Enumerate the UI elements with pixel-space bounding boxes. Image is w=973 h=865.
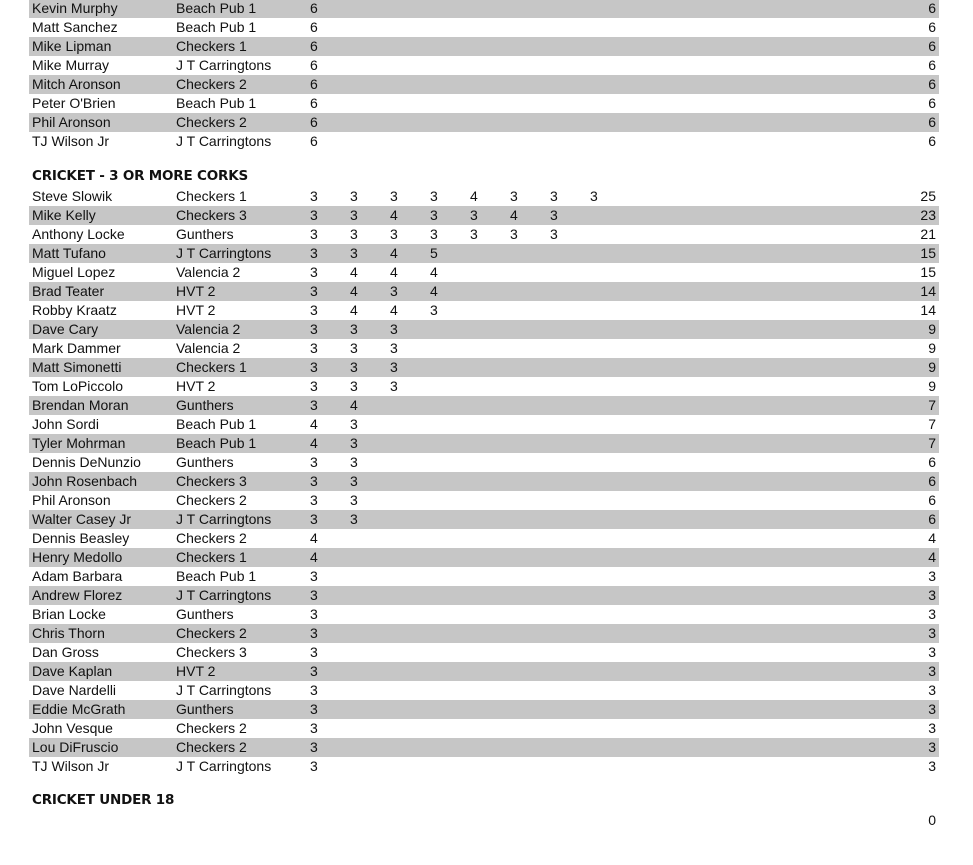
player-name: Mike Murray — [32, 57, 110, 73]
team-name: Checkers 2 — [176, 739, 247, 755]
team-name: Beach Pub 1 — [176, 435, 257, 451]
score-cell: 6 — [310, 114, 318, 130]
player-name: Dave Cary — [32, 321, 99, 337]
score-cell: 3 — [310, 511, 318, 527]
score-cell: 3 — [430, 302, 438, 318]
score-cell: 3 — [350, 492, 358, 508]
total-cell: 6 — [928, 95, 936, 111]
score-cell: 3 — [310, 378, 318, 394]
table-row — [29, 415, 939, 434]
total-cell: 9 — [928, 359, 936, 375]
score-cell: 3 — [310, 739, 318, 755]
team-name: Checkers 2 — [176, 530, 247, 546]
score-cell: 3 — [350, 340, 358, 356]
table-row — [29, 56, 939, 75]
table-row — [29, 491, 939, 510]
total-cell: 25 — [920, 188, 936, 204]
score-cell: 3 — [350, 226, 358, 242]
score-cell: 4 — [430, 283, 438, 299]
score-cell: 4 — [310, 549, 318, 565]
score-cell: 6 — [310, 19, 318, 35]
team-name: Checkers 2 — [176, 720, 247, 736]
table-row — [29, 225, 939, 244]
score-cell: 3 — [550, 226, 558, 242]
team-name: Valencia 2 — [176, 264, 241, 280]
cricket-corks-heading: CRICKET - 3 OR MORE CORKS — [32, 168, 248, 184]
player-name: Mike Lipman — [32, 38, 112, 54]
team-name: J T Carringtons — [176, 511, 272, 527]
score-cell: 3 — [390, 359, 398, 375]
total-cell: 9 — [928, 340, 936, 356]
score-cell: 3 — [350, 473, 358, 489]
score-cell: 3 — [350, 245, 358, 261]
player-name: Robby Kraatz — [32, 302, 117, 318]
player-name: Anthony Locke — [32, 226, 125, 242]
score-cell: 3 — [350, 207, 358, 223]
team-name: HVT 2 — [176, 283, 216, 299]
team-name: Gunthers — [176, 454, 234, 470]
team-name: J T Carringtons — [176, 133, 272, 149]
team-name: Checkers 1 — [176, 188, 247, 204]
table-row — [29, 18, 939, 37]
score-cell: 4 — [390, 302, 398, 318]
team-name: Checkers 3 — [176, 644, 247, 660]
player-name: Walter Casey Jr — [32, 511, 132, 527]
player-name: Andrew Florez — [32, 587, 123, 603]
team-name: Valencia 2 — [176, 340, 241, 356]
score-cell: 3 — [310, 473, 318, 489]
score-cell: 6 — [310, 38, 318, 54]
table-row — [29, 529, 939, 548]
team-name: J T Carringtons — [176, 587, 272, 603]
total-cell: 3 — [928, 587, 936, 603]
team-name: Gunthers — [176, 397, 234, 413]
total-cell: 6 — [928, 473, 936, 489]
total-cell: 3 — [928, 720, 936, 736]
player-name: John Vesque — [32, 720, 113, 736]
table-row — [29, 206, 939, 225]
score-cell: 3 — [310, 302, 318, 318]
player-name: Phil Aronson — [32, 114, 111, 130]
cricket-under-18-total: 0 — [928, 812, 936, 828]
score-cell: 4 — [350, 302, 358, 318]
player-name: Chris Thorn — [32, 625, 105, 641]
player-name: Tom LoPiccolo — [32, 378, 124, 394]
table-row — [29, 301, 939, 320]
team-name: Beach Pub 1 — [176, 568, 257, 584]
score-cell: 3 — [470, 226, 478, 242]
score-cell: 6 — [310, 57, 318, 73]
team-name: Checkers 3 — [176, 473, 247, 489]
player-name: Mitch Aronson — [32, 76, 121, 92]
score-cell: 3 — [390, 321, 398, 337]
score-cell: 5 — [430, 245, 438, 261]
player-name: Kevin Murphy — [32, 0, 118, 16]
score-cell: 3 — [350, 416, 358, 432]
total-cell: 6 — [928, 57, 936, 73]
score-cell: 3 — [390, 340, 398, 356]
score-cell: 4 — [350, 264, 358, 280]
player-name: Henry Medollo — [32, 549, 123, 565]
score-cell: 6 — [310, 95, 318, 111]
score-cell: 3 — [310, 720, 318, 736]
table-row — [29, 113, 939, 132]
team-name: HVT 2 — [176, 378, 216, 394]
player-name: Brian Locke — [32, 606, 106, 622]
team-name: Checkers 1 — [176, 549, 247, 565]
score-cell: 3 — [310, 340, 318, 356]
table-row — [29, 662, 939, 681]
team-name: Checkers 2 — [176, 114, 247, 130]
score-cell: 3 — [310, 188, 318, 204]
player-name: Steve Slowik — [32, 188, 113, 204]
score-cell: 3 — [350, 321, 358, 337]
score-cell: 3 — [390, 188, 398, 204]
player-name: John Sordi — [32, 416, 99, 432]
score-cell: 3 — [310, 397, 318, 413]
total-cell: 4 — [928, 549, 936, 565]
score-cell: 3 — [350, 378, 358, 394]
total-cell: 3 — [928, 701, 936, 717]
score-cell: 4 — [310, 530, 318, 546]
table-row — [29, 282, 939, 301]
team-name: Beach Pub 1 — [176, 19, 257, 35]
score-cell: 4 — [430, 264, 438, 280]
player-name: TJ Wilson Jr — [32, 758, 109, 774]
player-name: TJ Wilson Jr — [32, 133, 109, 149]
team-name: Checkers 2 — [176, 625, 247, 641]
score-cell: 3 — [310, 264, 318, 280]
table-row — [29, 320, 939, 339]
table-row — [29, 719, 939, 738]
total-cell: 7 — [928, 416, 936, 432]
table-row — [29, 624, 939, 643]
table-row — [29, 263, 939, 282]
team-name: Beach Pub 1 — [176, 0, 257, 16]
score-cell: 3 — [310, 226, 318, 242]
total-cell: 6 — [928, 511, 936, 527]
score-cell: 4 — [510, 207, 518, 223]
player-name: Eddie McGrath — [32, 701, 126, 717]
score-cell: 3 — [350, 359, 358, 375]
player-name: Brendan Moran — [32, 397, 129, 413]
top-standings-table — [29, 0, 939, 151]
score-cell: 3 — [470, 207, 478, 223]
player-name: Dave Kaplan — [32, 663, 113, 679]
team-name: Checkers 3 — [176, 207, 247, 223]
total-cell: 9 — [928, 378, 936, 394]
team-name: Beach Pub 1 — [176, 95, 257, 111]
table-row — [29, 738, 939, 757]
score-cell: 3 — [390, 378, 398, 394]
total-cell: 6 — [928, 454, 936, 470]
score-cell: 4 — [310, 416, 318, 432]
team-name: J T Carringtons — [176, 245, 272, 261]
player-name: Mike Kelly — [32, 207, 96, 223]
total-cell: 6 — [928, 114, 936, 130]
score-cell: 3 — [550, 188, 558, 204]
team-name: Checkers 2 — [176, 76, 247, 92]
table-row — [29, 453, 939, 472]
table-row — [29, 681, 939, 700]
total-cell: 21 — [920, 226, 936, 242]
table-row — [29, 510, 939, 529]
total-cell: 15 — [920, 264, 936, 280]
score-cell: 3 — [310, 682, 318, 698]
table-row — [29, 472, 939, 491]
team-name: J T Carringtons — [176, 682, 272, 698]
total-cell: 7 — [928, 435, 936, 451]
score-cell: 3 — [510, 188, 518, 204]
total-cell: 3 — [928, 568, 936, 584]
player-name: Phil Aronson — [32, 492, 111, 508]
score-cell: 4 — [390, 207, 398, 223]
cricket-corks-table — [29, 187, 939, 776]
total-cell: 3 — [928, 739, 936, 755]
player-name: Dennis DeNunzio — [32, 454, 141, 470]
total-cell: 4 — [928, 530, 936, 546]
table-row — [29, 643, 939, 662]
total-cell: 6 — [928, 133, 936, 149]
score-cell: 3 — [310, 701, 318, 717]
total-cell: 23 — [920, 207, 936, 223]
score-cell: 6 — [310, 0, 318, 16]
team-name: Gunthers — [176, 701, 234, 717]
score-cell: 3 — [310, 359, 318, 375]
table-row — [29, 358, 939, 377]
table-row — [29, 37, 939, 56]
player-name: Dan Gross — [32, 644, 99, 660]
total-cell: 7 — [928, 397, 936, 413]
score-cell: 3 — [430, 188, 438, 204]
table-row — [29, 757, 939, 776]
total-cell: 6 — [928, 76, 936, 92]
score-cell: 3 — [310, 321, 318, 337]
player-name: Mark Dammer — [32, 340, 121, 356]
player-name: Brad Teater — [32, 283, 105, 299]
table-row — [29, 377, 939, 396]
score-cell: 3 — [310, 644, 318, 660]
table-row — [29, 700, 939, 719]
total-cell: 3 — [928, 663, 936, 679]
team-name: Checkers 1 — [176, 359, 247, 375]
table-row — [29, 548, 939, 567]
score-cell: 3 — [350, 435, 358, 451]
score-cell: 3 — [310, 283, 318, 299]
table-row — [29, 132, 939, 151]
team-name: Checkers 1 — [176, 38, 247, 54]
total-cell: 3 — [928, 625, 936, 641]
table-row — [29, 396, 939, 415]
table-row — [29, 244, 939, 263]
player-name: Peter O'Brien — [32, 95, 116, 111]
total-cell: 3 — [928, 644, 936, 660]
score-cell: 4 — [350, 283, 358, 299]
player-name: Tyler Mohrman — [32, 435, 126, 451]
score-cell: 3 — [390, 283, 398, 299]
total-cell: 6 — [928, 38, 936, 54]
score-cell: 3 — [310, 245, 318, 261]
team-name: Gunthers — [176, 606, 234, 622]
table-row — [29, 605, 939, 624]
total-cell: 14 — [920, 283, 936, 299]
player-name: Matt Simonetti — [32, 359, 122, 375]
score-cell: 3 — [310, 606, 318, 622]
table-row — [29, 434, 939, 453]
score-cell: 4 — [390, 264, 398, 280]
score-cell: 3 — [310, 568, 318, 584]
cricket-under-18-heading: CRICKET UNDER 18 — [32, 792, 175, 808]
score-cell: 3 — [310, 454, 318, 470]
score-cell: 3 — [310, 663, 318, 679]
score-cell: 3 — [310, 625, 318, 641]
player-name: John Rosenbach — [32, 473, 138, 489]
score-cell: 6 — [310, 76, 318, 92]
player-name: Dave Nardelli — [32, 682, 117, 698]
score-cell: 3 — [310, 587, 318, 603]
team-name: J T Carringtons — [176, 758, 272, 774]
total-cell: 14 — [920, 302, 936, 318]
score-cell: 4 — [310, 435, 318, 451]
score-cell: 4 — [350, 397, 358, 413]
team-name: HVT 2 — [176, 302, 216, 318]
score-cell: 3 — [350, 188, 358, 204]
total-cell: 3 — [928, 606, 936, 622]
team-name: HVT 2 — [176, 663, 216, 679]
table-row — [29, 75, 939, 94]
player-name: Matt Sanchez — [32, 19, 118, 35]
table-row — [29, 586, 939, 605]
total-cell: 3 — [928, 758, 936, 774]
score-cell: 4 — [470, 188, 478, 204]
player-name: Lou DiFruscio — [32, 739, 119, 755]
player-name: Adam Barbara — [32, 568, 123, 584]
total-cell: 6 — [928, 492, 936, 508]
table-row — [29, 187, 939, 206]
score-cell: 3 — [350, 454, 358, 470]
table-row — [29, 94, 939, 113]
team-name: Valencia 2 — [176, 321, 241, 337]
score-cell: 3 — [430, 226, 438, 242]
total-cell: 15 — [920, 245, 936, 261]
total-cell: 3 — [928, 682, 936, 698]
team-name: Checkers 2 — [176, 492, 247, 508]
score-cell: 3 — [510, 226, 518, 242]
team-name: J T Carringtons — [176, 57, 272, 73]
score-cell: 4 — [390, 245, 398, 261]
player-name: Miguel Lopez — [32, 264, 116, 280]
score-cell: 3 — [310, 492, 318, 508]
total-cell: 6 — [928, 19, 936, 35]
table-row — [29, 0, 939, 18]
score-cell: 3 — [590, 188, 598, 204]
team-name: Beach Pub 1 — [176, 416, 257, 432]
total-cell: 6 — [928, 0, 936, 16]
player-name: Matt Tufano — [32, 245, 106, 261]
score-cell: 3 — [350, 511, 358, 527]
team-name: Gunthers — [176, 226, 234, 242]
score-cell: 3 — [430, 207, 438, 223]
table-row — [29, 567, 939, 586]
score-cell: 3 — [390, 226, 398, 242]
player-name: Dennis Beasley — [32, 530, 130, 546]
score-cell: 3 — [550, 207, 558, 223]
table-row — [29, 339, 939, 358]
score-cell: 3 — [310, 758, 318, 774]
score-cell: 3 — [310, 207, 318, 223]
total-cell: 9 — [928, 321, 936, 337]
score-cell: 6 — [310, 133, 318, 149]
